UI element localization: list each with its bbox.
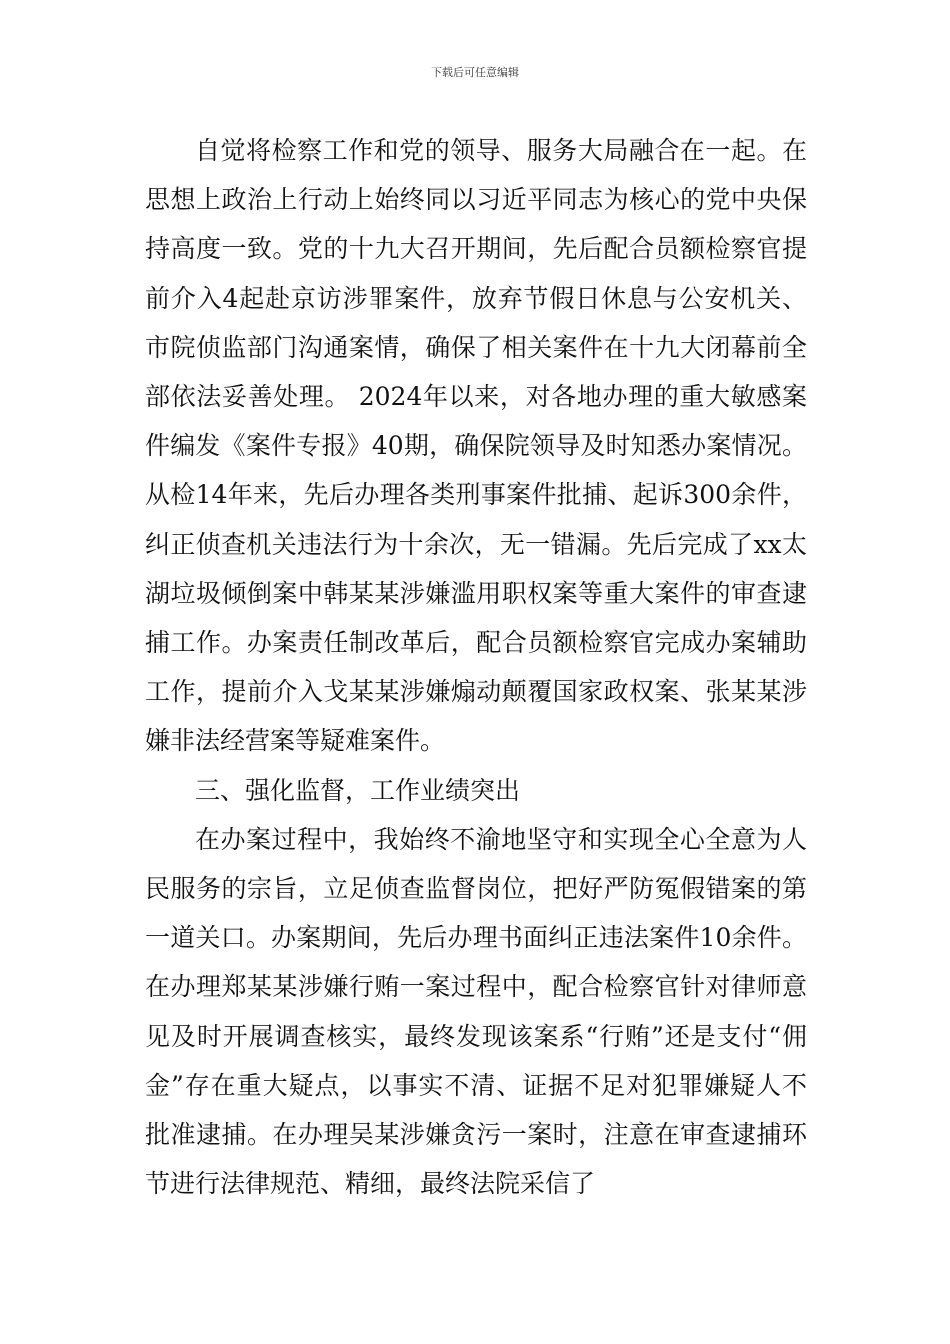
paragraph-supervision: 在办案过程中，我始终不渝地坚守和实现全心全意为人民服务的宗旨，立足侦查监督岗位，把好严防冤假错案的第一道关口。办案期间，先后办理书面纠正违法案件10余件。在办理郑某某涉嫌行贿一案过程中，配合检察官针对律师意见及时开展调查核实，最终发现该案系“行贿”还是支付“佣金”存在重大疑点，以事实不清、证据不足对犯罪嫌疑人不批准逮捕。在办理吴某涉嫌贪污一案时，注意在审查逮捕环节进行法律规范、精细，最终法院采信了 (145, 824, 807, 1199)
paragraph-case-handling: 自觉将检察工作和党的领导、服务大局融合在一起。在思想上政治上行动上始终同以习近平同志为核心的党中央保持高度一致。党的十九大召开期间，先后配合员额检察官提前介入4起赴京访涉罪案件，放弃节假日休息与公安机关、市院侦监部门沟通案情，确保了相关案件在十九大闭幕前全部依法妥善处理。 2024年以来，对各地办理的重大敏感案件编发《案件专报》40期，确保院领导及时知悉办案情况。从检14年来，先后办理各类刑事案件批捕、起诉300余件，纠正侦查机关违法行为十余次，无一错漏。先后完成了xx太湖垃圾倾倒案中韩某某涉嫌滥用职权案等重大案件的审查逮捕工作。办案责任制改革后，配合员额检察官完成办案辅助工作，提前介入戈某某涉嫌煽动颠覆国家政权案、张某某涉嫌非法经营案等疑难案件。 (145, 136, 807, 756)
section-heading: 三、强化监督，工作业绩突出 (195, 775, 521, 805)
document-body (145, 126, 807, 1208)
page-header: 下载后可任意编辑 (431, 66, 519, 79)
